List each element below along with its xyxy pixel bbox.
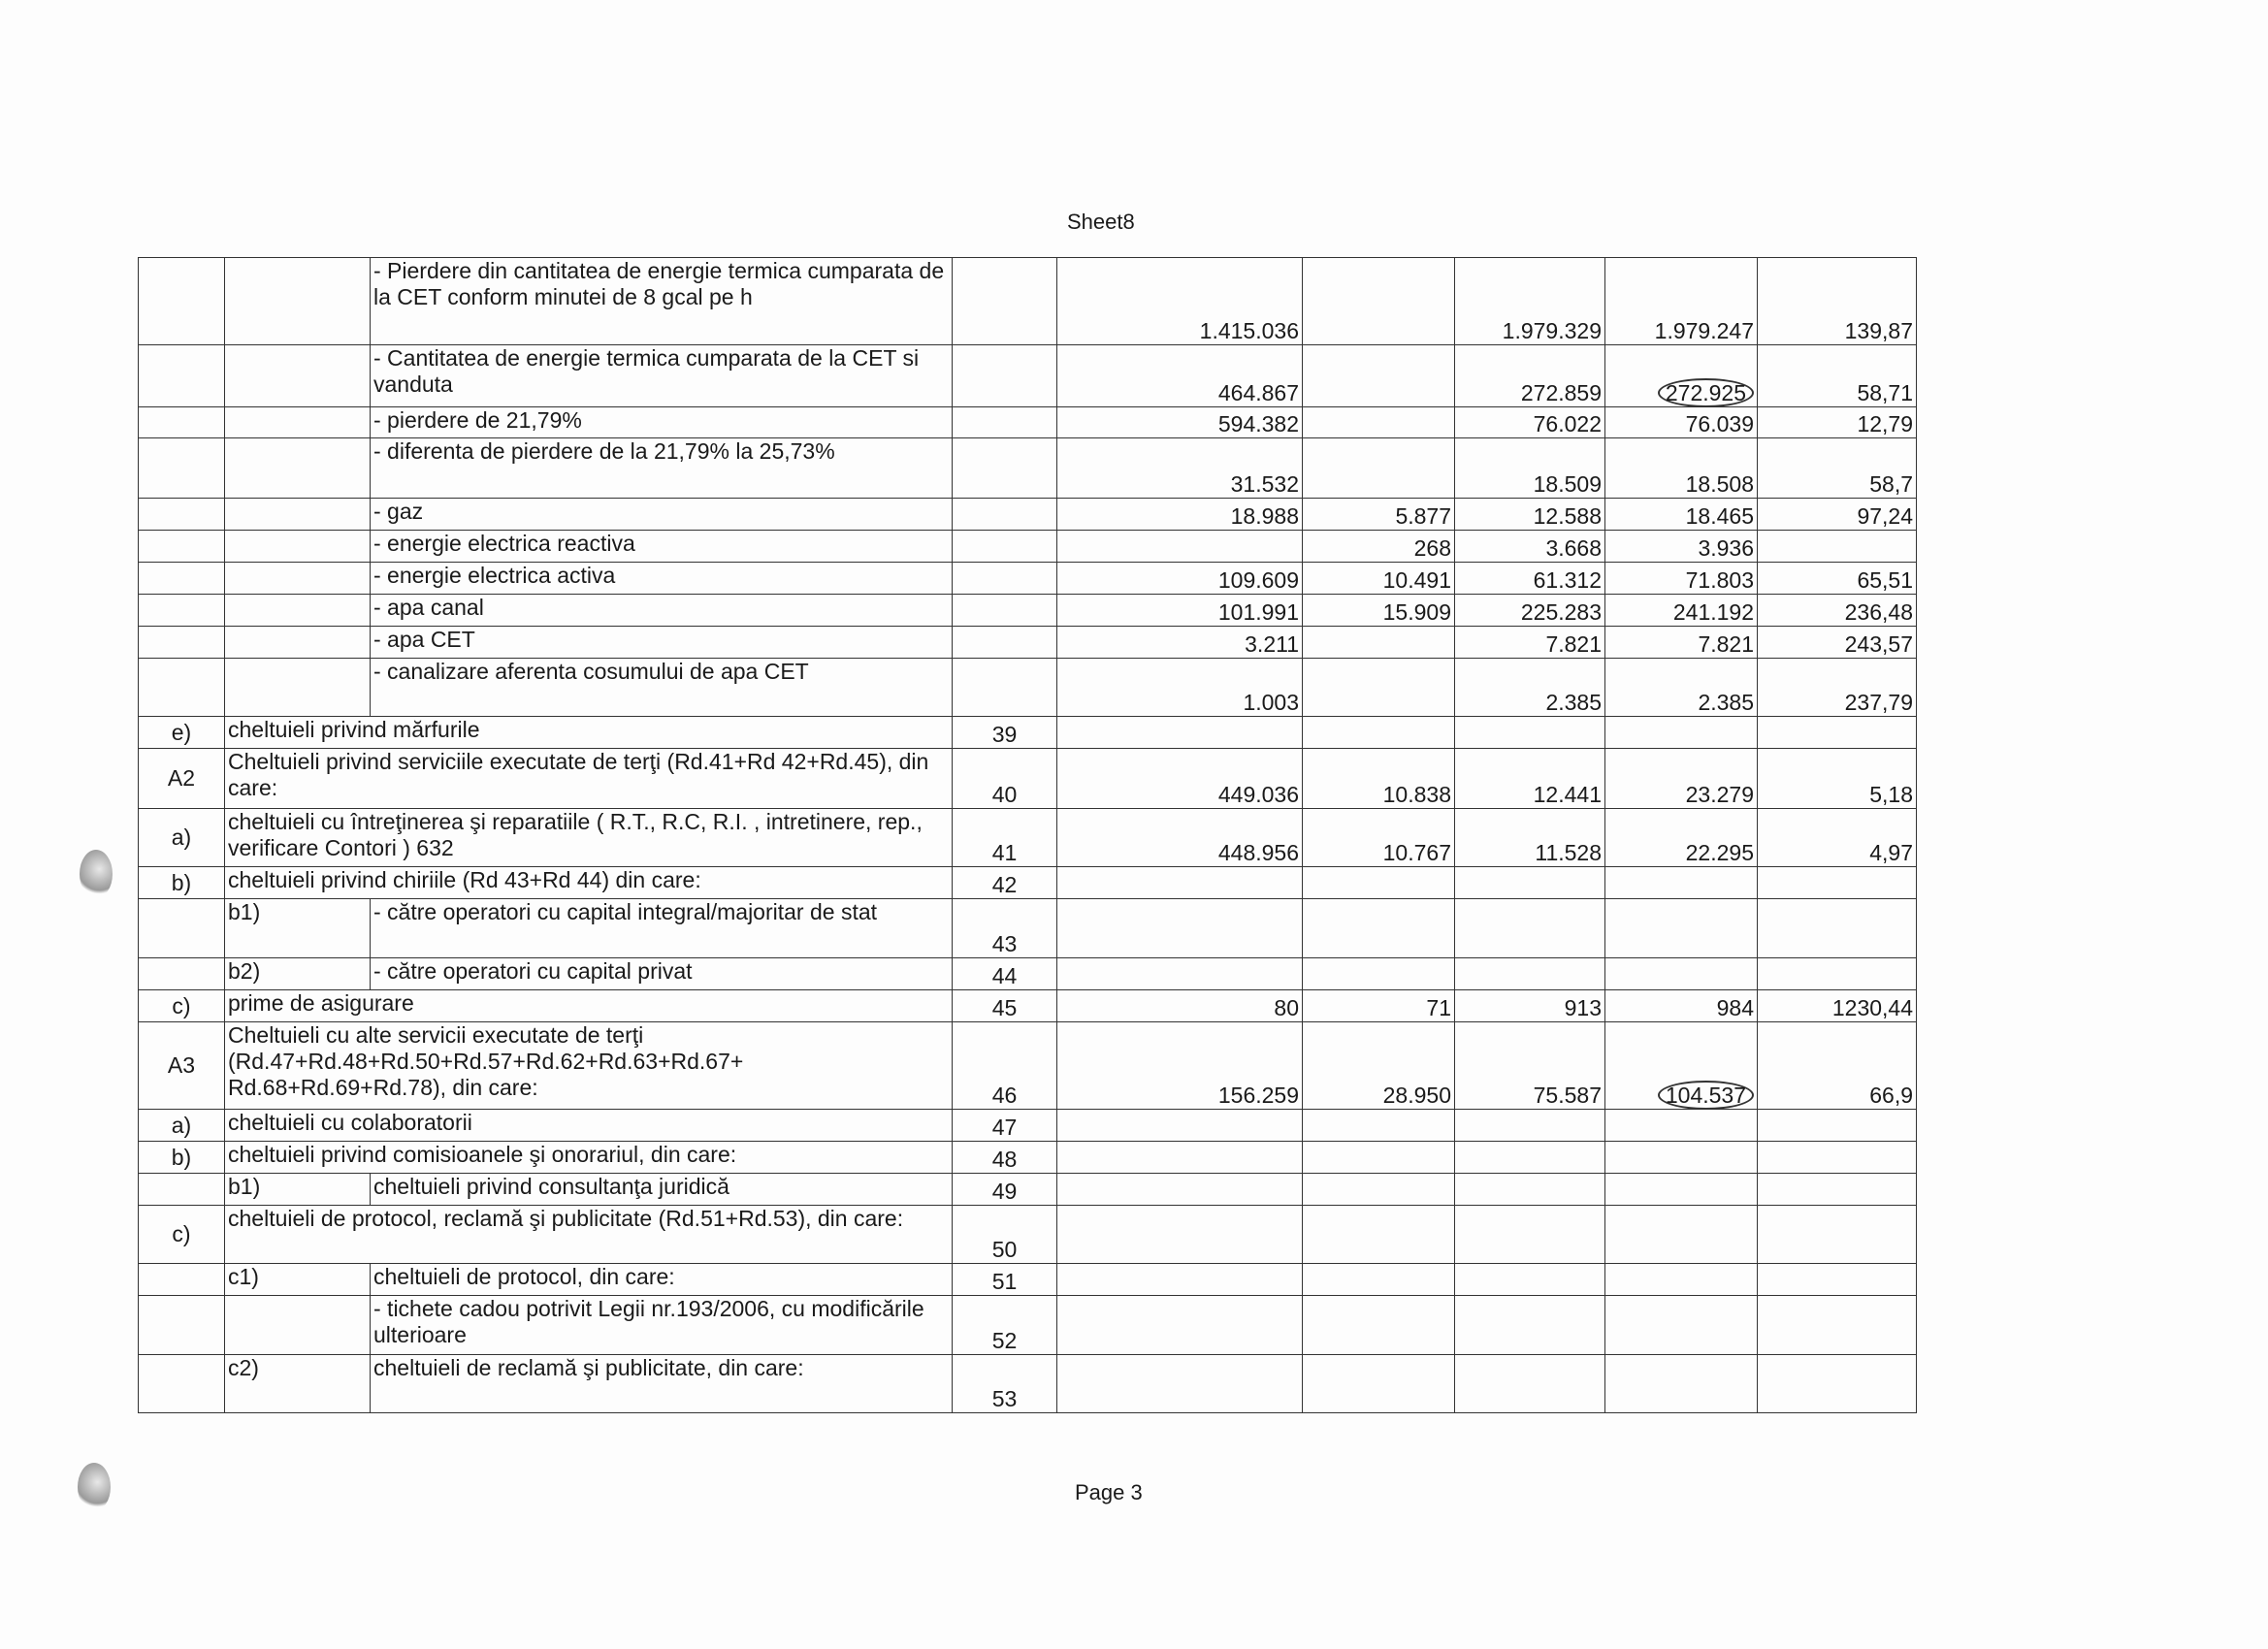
row-description: cheltuieli privind comisioanele şi onorariul, din care:	[225, 1142, 953, 1174]
value-cell	[1758, 899, 1917, 958]
table-row	[139, 1206, 1917, 1264]
value-cell: 101.991	[1057, 595, 1303, 627]
value-cell: 10.838	[1303, 749, 1455, 809]
row-code: e)	[139, 717, 225, 749]
value-cell	[1057, 1142, 1303, 1174]
value-cell	[1455, 1110, 1605, 1142]
value-cell: 272.859	[1455, 345, 1605, 407]
value-cell: 75.587	[1455, 1022, 1605, 1110]
row-number: 45	[953, 990, 1057, 1022]
row-subcode	[225, 407, 371, 438]
row-number	[953, 627, 1057, 659]
value-cell: 2.385	[1455, 659, 1605, 717]
row-code	[139, 531, 225, 563]
scan-blot	[80, 850, 113, 898]
table-row	[139, 595, 1917, 627]
value-cell: 7.821	[1605, 627, 1758, 659]
value-cell	[1303, 438, 1455, 499]
value-cell	[1303, 407, 1455, 438]
row-number	[953, 407, 1057, 438]
value-cell	[1758, 717, 1917, 749]
row-description: cheltuieli cu colaboratorii	[225, 1110, 953, 1142]
value-cell: 65,51	[1758, 563, 1917, 595]
value-cell	[1455, 1174, 1605, 1206]
row-description: cheltuieli de protocol, din care:	[371, 1264, 953, 1296]
table-row	[139, 717, 1917, 749]
table-row	[139, 407, 1917, 438]
value-cell	[1605, 1022, 1758, 1110]
row-description: - pierdere de 21,79%	[371, 407, 953, 438]
value-cell: 97,24	[1758, 499, 1917, 531]
row-number: 52	[953, 1296, 1057, 1355]
row-subcode	[225, 499, 371, 531]
row-code	[139, 958, 225, 990]
value-cell: 1.979.247	[1605, 258, 1758, 345]
table-row	[139, 563, 1917, 595]
row-code: a)	[139, 1110, 225, 1142]
row-code	[139, 499, 225, 531]
value-cell: 449.036	[1057, 749, 1303, 809]
value-cell	[1605, 958, 1758, 990]
value-cell	[1455, 717, 1605, 749]
value-cell: 18.509	[1455, 438, 1605, 499]
row-description: - canalizare aferenta cosumului de apa CET	[371, 659, 953, 717]
row-code: a)	[139, 809, 225, 867]
value-cell: 156.259	[1057, 1022, 1303, 1110]
value-cell	[1758, 1206, 1917, 1264]
value-cell	[1303, 1296, 1455, 1355]
row-subcode	[225, 345, 371, 407]
value-cell	[1303, 345, 1455, 407]
row-subcode	[225, 563, 371, 595]
value-cell: 241.192	[1605, 595, 1758, 627]
row-subcode: b2)	[225, 958, 371, 990]
row-number	[953, 438, 1057, 499]
value-cell	[1303, 958, 1455, 990]
value-cell: 236,48	[1758, 595, 1917, 627]
value-cell	[1303, 1142, 1455, 1174]
value-cell: 913	[1455, 990, 1605, 1022]
value-cell	[1455, 958, 1605, 990]
value-cell: 5,18	[1758, 749, 1917, 809]
value-cell	[1758, 958, 1917, 990]
row-number: 51	[953, 1264, 1057, 1296]
value-cell: 61.312	[1455, 563, 1605, 595]
value-cell: 984	[1605, 990, 1758, 1022]
value-cell	[1303, 1110, 1455, 1142]
row-description: - Cantitatea de energie termica cumparata de la CET si vanduta	[371, 345, 953, 407]
value-cell: 12.441	[1455, 749, 1605, 809]
value-cell: 71	[1303, 990, 1455, 1022]
value-cell: 243,57	[1758, 627, 1917, 659]
row-number	[953, 595, 1057, 627]
value-cell	[1455, 1296, 1605, 1355]
row-description: - tichete cadou potrivit Legii nr.193/2006, cu modificările ulterioare	[371, 1296, 953, 1355]
row-code	[139, 1296, 225, 1355]
row-number: 39	[953, 717, 1057, 749]
row-subcode	[225, 438, 371, 499]
table-row	[139, 1296, 1917, 1355]
row-number	[953, 258, 1057, 345]
value-cell	[1605, 1110, 1758, 1142]
row-number: 53	[953, 1355, 1057, 1413]
value-cell	[1057, 867, 1303, 899]
value-cell	[1455, 867, 1605, 899]
row-code: b)	[139, 867, 225, 899]
value-cell: 71.803	[1605, 563, 1758, 595]
row-description: - gaz	[371, 499, 953, 531]
value-cell: 15.909	[1303, 595, 1455, 627]
row-number	[953, 499, 1057, 531]
value-cell: 11.528	[1455, 809, 1605, 867]
value-cell	[1057, 899, 1303, 958]
table-row	[139, 531, 1917, 563]
table-row	[139, 958, 1917, 990]
value-cell: 31.532	[1057, 438, 1303, 499]
row-number: 46	[953, 1022, 1057, 1110]
value-cell	[1758, 1110, 1917, 1142]
row-description: cheltuieli privind chiriile (Rd 43+Rd 44) din care:	[225, 867, 953, 899]
value-cell: 80	[1057, 990, 1303, 1022]
value-cell	[1605, 1142, 1758, 1174]
row-description: - diferenta de pierdere de la 21,79% la 25,73%	[371, 438, 953, 499]
value-cell	[1303, 867, 1455, 899]
row-description: Cheltuieli privind serviciile executate de terţi (Rd.41+Rd 42+Rd.45), din care:	[225, 749, 953, 809]
value-cell: 3.211	[1057, 627, 1303, 659]
row-code	[139, 258, 225, 345]
row-subcode	[225, 627, 371, 659]
value-cell: 18.988	[1057, 499, 1303, 531]
row-code	[139, 627, 225, 659]
row-number	[953, 531, 1057, 563]
table-row	[139, 1142, 1917, 1174]
value-cell	[1605, 1264, 1758, 1296]
page-number: Page 3	[1075, 1480, 1143, 1504]
circled-value: 272.925	[1658, 378, 1754, 407]
value-cell: 268	[1303, 531, 1455, 563]
value-cell: 1.003	[1057, 659, 1303, 717]
value-cell: 3.936	[1605, 531, 1758, 563]
table-row	[139, 899, 1917, 958]
row-subcode: c1)	[225, 1264, 371, 1296]
value-cell	[1057, 1296, 1303, 1355]
value-cell	[1057, 1355, 1303, 1413]
value-cell	[1303, 1206, 1455, 1264]
value-cell	[1605, 899, 1758, 958]
scan-blot	[78, 1463, 111, 1511]
table-row	[139, 345, 1917, 407]
row-subcode	[225, 531, 371, 563]
value-cell	[1057, 1174, 1303, 1206]
row-code	[139, 659, 225, 717]
value-cell: 109.609	[1057, 563, 1303, 595]
row-number: 49	[953, 1174, 1057, 1206]
row-code	[139, 1174, 225, 1206]
row-code	[139, 595, 225, 627]
value-cell: 23.279	[1605, 749, 1758, 809]
value-cell	[1303, 627, 1455, 659]
value-cell	[1605, 1206, 1758, 1264]
row-description: cheltuieli privind consultanţa juridică	[371, 1174, 953, 1206]
row-description: prime de asigurare	[225, 990, 953, 1022]
value-cell	[1303, 258, 1455, 345]
value-cell	[1303, 717, 1455, 749]
value-cell	[1057, 531, 1303, 563]
circled-value: 104.537	[1658, 1081, 1754, 1110]
value-cell: 76.022	[1455, 407, 1605, 438]
row-description: Cheltuieli cu alte servicii executate de terţi (Rd.47+Rd.48+Rd.50+Rd.57+Rd.62+Rd.63+Rd.67+ Rd.68+Rd.69+Rd.78), din care:	[225, 1022, 953, 1110]
row-code	[139, 1264, 225, 1296]
row-description: cheltuieli cu întreţinerea şi reparatiile ( R.T., R.C, R.I. , intretinere, rep., verificare Contori ) 632	[225, 809, 953, 867]
value-cell: 66,9	[1758, 1022, 1917, 1110]
row-description: - energie electrica activa	[371, 563, 953, 595]
row-subcode: c2)	[225, 1355, 371, 1413]
value-cell	[1758, 1296, 1917, 1355]
row-number: 44	[953, 958, 1057, 990]
value-cell	[1057, 958, 1303, 990]
value-cell	[1057, 717, 1303, 749]
value-cell	[1605, 1355, 1758, 1413]
row-number: 43	[953, 899, 1057, 958]
table-row	[139, 809, 1917, 867]
table-row	[139, 659, 1917, 717]
row-number: 41	[953, 809, 1057, 867]
value-cell	[1303, 899, 1455, 958]
value-cell: 12,79	[1758, 407, 1917, 438]
row-subcode	[225, 659, 371, 717]
row-description: cheltuieli de reclamă şi publicitate, din care:	[371, 1355, 953, 1413]
value-cell: 1.415.036	[1057, 258, 1303, 345]
table-row	[139, 749, 1917, 809]
value-cell: 58,71	[1758, 345, 1917, 407]
value-cell	[1605, 1174, 1758, 1206]
value-cell: 76.039	[1605, 407, 1758, 438]
value-cell: 3.668	[1455, 531, 1605, 563]
row-subcode	[225, 258, 371, 345]
value-cell	[1605, 345, 1758, 407]
value-cell: 18.465	[1605, 499, 1758, 531]
value-cell: 4,97	[1758, 809, 1917, 867]
value-cell	[1455, 899, 1605, 958]
table-row	[139, 627, 1917, 659]
value-cell	[1303, 1355, 1455, 1413]
value-cell	[1057, 1264, 1303, 1296]
row-description: - către operatori cu capital integral/majoritar de stat	[371, 899, 953, 958]
row-subcode: b1)	[225, 899, 371, 958]
table-row	[139, 1110, 1917, 1142]
row-code	[139, 563, 225, 595]
value-cell	[1455, 1142, 1605, 1174]
row-subcode	[225, 595, 371, 627]
value-cell	[1455, 1206, 1605, 1264]
table-row	[139, 1264, 1917, 1296]
value-cell	[1605, 867, 1758, 899]
value-cell: 1230,44	[1758, 990, 1917, 1022]
value-cell	[1455, 1264, 1605, 1296]
value-cell: 237,79	[1758, 659, 1917, 717]
row-code	[139, 899, 225, 958]
row-code: c)	[139, 990, 225, 1022]
value-cell: 139,87	[1758, 258, 1917, 345]
value-cell	[1758, 1174, 1917, 1206]
value-cell: 12.588	[1455, 499, 1605, 531]
row-code	[139, 438, 225, 499]
value-cell: 10.491	[1303, 563, 1455, 595]
value-cell	[1758, 867, 1917, 899]
value-cell	[1605, 717, 1758, 749]
row-number	[953, 659, 1057, 717]
row-description: - către operatori cu capital privat	[371, 958, 953, 990]
row-description: - Pierdere din cantitatea de energie termica cumparata de la CET conform minutei de 8 gcal pe h	[371, 258, 953, 345]
row-number: 42	[953, 867, 1057, 899]
value-cell	[1303, 1264, 1455, 1296]
value-cell: 2.385	[1605, 659, 1758, 717]
value-cell	[1758, 531, 1917, 563]
row-code	[139, 345, 225, 407]
expense-table	[138, 257, 1917, 1413]
value-cell: 22.295	[1605, 809, 1758, 867]
value-cell	[1758, 1355, 1917, 1413]
row-number	[953, 563, 1057, 595]
row-subcode	[225, 1296, 371, 1355]
row-number: 50	[953, 1206, 1057, 1264]
table-row	[139, 1022, 1917, 1110]
value-cell	[1303, 659, 1455, 717]
value-cell: 448.956	[1057, 809, 1303, 867]
value-cell: 28.950	[1303, 1022, 1455, 1110]
value-cell: 7.821	[1455, 627, 1605, 659]
value-cell	[1303, 1174, 1455, 1206]
value-cell	[1605, 1296, 1758, 1355]
row-subcode: b1)	[225, 1174, 371, 1206]
table-row	[139, 438, 1917, 499]
table-row	[139, 499, 1917, 531]
value-cell	[1758, 1142, 1917, 1174]
row-code	[139, 1355, 225, 1413]
row-code	[139, 407, 225, 438]
value-cell	[1057, 1206, 1303, 1264]
value-cell: 18.508	[1605, 438, 1758, 499]
row-code: A2	[139, 749, 225, 809]
value-cell	[1455, 1355, 1605, 1413]
value-cell: 594.382	[1057, 407, 1303, 438]
value-cell: 464.867	[1057, 345, 1303, 407]
row-description: - energie electrica reactiva	[371, 531, 953, 563]
sheet-title: Sheet8	[1067, 210, 1135, 234]
value-cell: 5.877	[1303, 499, 1455, 531]
table-row	[139, 990, 1917, 1022]
row-description: - apa CET	[371, 627, 953, 659]
table-row	[139, 867, 1917, 899]
value-cell	[1758, 1264, 1917, 1296]
row-number: 40	[953, 749, 1057, 809]
table-row	[139, 1174, 1917, 1206]
row-number: 48	[953, 1142, 1057, 1174]
value-cell	[1057, 1110, 1303, 1142]
table-row	[139, 1355, 1917, 1413]
row-number	[953, 345, 1057, 407]
row-description: - apa canal	[371, 595, 953, 627]
value-cell: 58,7	[1758, 438, 1917, 499]
row-code: b)	[139, 1142, 225, 1174]
row-description: cheltuieli privind mărfurile	[225, 717, 953, 749]
row-code: A3	[139, 1022, 225, 1110]
table-row	[139, 258, 1917, 345]
row-code: c)	[139, 1206, 225, 1264]
value-cell: 10.767	[1303, 809, 1455, 867]
value-cell: 225.283	[1455, 595, 1605, 627]
value-cell: 1.979.329	[1455, 258, 1605, 345]
row-description: cheltuieli de protocol, reclamă şi publicitate (Rd.51+Rd.53), din care:	[225, 1206, 953, 1264]
row-number: 47	[953, 1110, 1057, 1142]
